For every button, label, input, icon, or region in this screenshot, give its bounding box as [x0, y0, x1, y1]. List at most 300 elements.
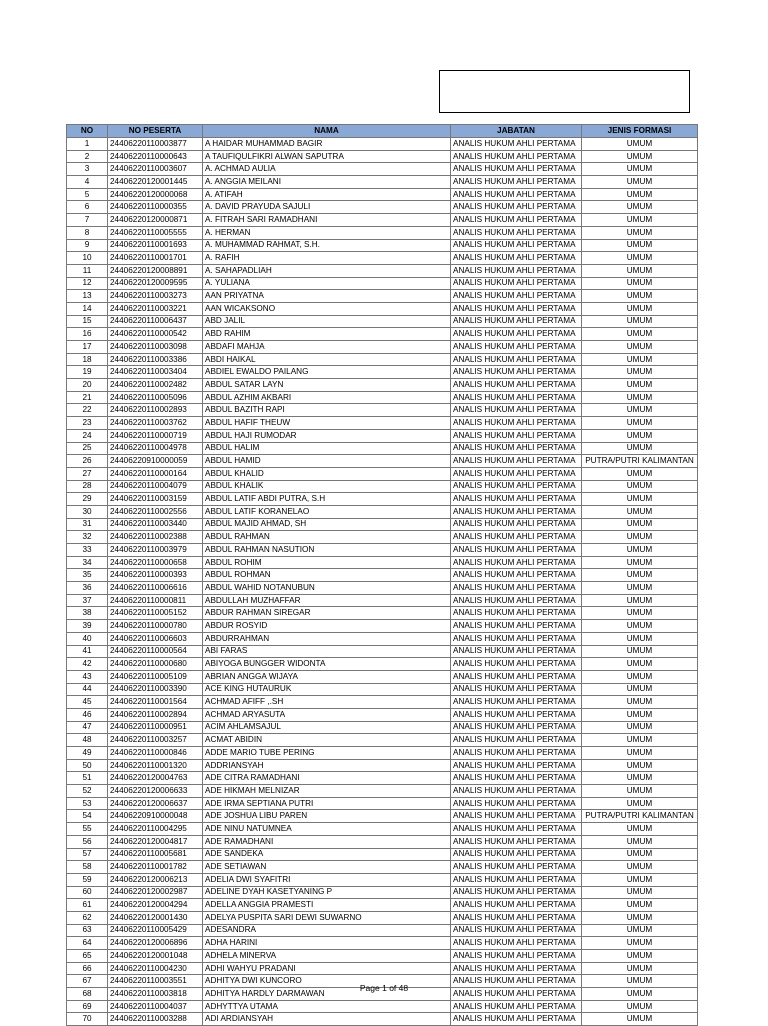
formation-type-cell: UMUM [582, 962, 698, 975]
formation-type-cell: UMUM [582, 747, 698, 760]
formation-type-cell: UMUM [582, 924, 698, 937]
position-cell: ANALIS HUKUM AHLI PERTAMA [451, 239, 582, 252]
participant-number-cell: 24406220110000811 [108, 594, 203, 607]
row-number-cell: 41 [67, 645, 108, 658]
participant-number-cell: 24406220110001701 [108, 252, 203, 265]
position-cell: ANALIS HUKUM AHLI PERTAMA [451, 950, 582, 963]
participant-number-cell: 24406220110000846 [108, 747, 203, 760]
participant-number-cell: 24406220120006896 [108, 937, 203, 950]
table-row [67, 632, 698, 645]
formation-type-cell: UMUM [582, 861, 698, 874]
participant-name-cell: ABDUL LATIF ABDI PUTRA, S.H [203, 493, 451, 506]
participant-number-cell: 24406220110003551 [108, 975, 203, 988]
position-cell: ANALIS HUKUM AHLI PERTAMA [451, 302, 582, 315]
participant-name-cell: ACHMAD AFIFF ,.SH [203, 696, 451, 709]
position-cell: ANALIS HUKUM AHLI PERTAMA [451, 290, 582, 303]
formation-type-cell: UMUM [582, 594, 698, 607]
position-cell: ANALIS HUKUM AHLI PERTAMA [451, 277, 582, 290]
position-cell: ANALIS HUKUM AHLI PERTAMA [451, 911, 582, 924]
formation-type-cell: UMUM [582, 950, 698, 963]
table-row [67, 404, 698, 417]
participant-name-cell: A. ACHMAD AULIA [203, 163, 451, 176]
formation-type-cell: UMUM [582, 138, 698, 151]
participant-number-cell: 24406220910000059 [108, 455, 203, 468]
formation-type-cell: UMUM [582, 873, 698, 886]
formation-type-cell: UMUM [582, 315, 698, 328]
table-row [67, 747, 698, 760]
formation-type-cell: UMUM [582, 277, 698, 290]
table-row [67, 950, 698, 963]
row-number-cell: 40 [67, 632, 108, 645]
position-cell: ANALIS HUKUM AHLI PERTAMA [451, 696, 582, 709]
participant-number-cell: 24406220110000680 [108, 658, 203, 671]
table-row [67, 341, 698, 354]
participant-number-cell: 24406220110002482 [108, 379, 203, 392]
row-number-cell: 62 [67, 911, 108, 924]
position-cell: ANALIS HUKUM AHLI PERTAMA [451, 670, 582, 683]
row-number-cell: 31 [67, 518, 108, 531]
formation-type-cell: UMUM [582, 721, 698, 734]
participant-name-cell: ABDUR RAHMAN SIREGAR [203, 607, 451, 620]
position-cell: ANALIS HUKUM AHLI PERTAMA [451, 975, 582, 988]
table-row [67, 138, 698, 151]
row-number-cell: 9 [67, 239, 108, 252]
formation-type-cell: UMUM [582, 341, 698, 354]
position-cell: ANALIS HUKUM AHLI PERTAMA [451, 886, 582, 899]
participant-number-cell: 24406220120006633 [108, 785, 203, 798]
participant-name-cell: ADHITYA DWI KUNCORO [203, 975, 451, 988]
table-row [67, 239, 698, 252]
formation-type-cell: UMUM [582, 937, 698, 950]
participant-name-cell: ADE RAMADHANI [203, 835, 451, 848]
participant-number-cell: 24406220110003762 [108, 417, 203, 430]
position-cell: ANALIS HUKUM AHLI PERTAMA [451, 163, 582, 176]
participant-number-cell: 24406220120004817 [108, 835, 203, 848]
position-cell: ANALIS HUKUM AHLI PERTAMA [451, 252, 582, 265]
formation-type-cell: UMUM [582, 176, 698, 189]
formation-type-cell: UMUM [582, 1013, 698, 1026]
participant-name-cell: A. ATIFAH [203, 188, 451, 201]
position-cell: ANALIS HUKUM AHLI PERTAMA [451, 467, 582, 480]
row-number-cell: 14 [67, 302, 108, 315]
participant-name-cell: AAN WICAKSONO [203, 302, 451, 315]
participant-name-cell: ADHA HARINI [203, 937, 451, 950]
participant-name-cell: ABDUL KHALIK [203, 480, 451, 493]
participant-number-cell: 24406220110002388 [108, 531, 203, 544]
row-number-cell: 55 [67, 823, 108, 836]
table-row [67, 886, 698, 899]
position-cell: ANALIS HUKUM AHLI PERTAMA [451, 328, 582, 341]
row-number-cell: 23 [67, 417, 108, 430]
position-cell: ANALIS HUKUM AHLI PERTAMA [451, 747, 582, 760]
participant-number-cell: 24406220110002894 [108, 708, 203, 721]
position-cell: ANALIS HUKUM AHLI PERTAMA [451, 429, 582, 442]
formation-type-cell: UMUM [582, 848, 698, 861]
participant-name-cell: ADE CITRA RAMADHANI [203, 772, 451, 785]
position-cell: ANALIS HUKUM AHLI PERTAMA [451, 759, 582, 772]
table-row [67, 290, 698, 303]
position-cell: ANALIS HUKUM AHLI PERTAMA [451, 455, 582, 468]
participant-name-cell: ADELIA DWI SYAFITRI [203, 873, 451, 886]
participant-name-cell: ABDIEL EWALDO PAILANG [203, 366, 451, 379]
participant-number-cell: 24406220110003390 [108, 683, 203, 696]
table-row [67, 150, 698, 163]
participant-number-cell: 24406220110000542 [108, 328, 203, 341]
participant-number-cell: 24406220110003404 [108, 366, 203, 379]
table-row [67, 328, 698, 341]
table-row [67, 252, 698, 265]
formation-type-cell: UMUM [582, 505, 698, 518]
row-number-cell: 47 [67, 721, 108, 734]
formation-type-cell: UMUM [582, 988, 698, 1001]
participant-name-cell: ABDUL HAMID [203, 455, 451, 468]
row-number-cell: 16 [67, 328, 108, 341]
row-number-cell: 38 [67, 607, 108, 620]
formation-type-cell: UMUM [582, 556, 698, 569]
position-cell: ANALIS HUKUM AHLI PERTAMA [451, 544, 582, 557]
table-row [67, 429, 698, 442]
position-cell: ANALIS HUKUM AHLI PERTAMA [451, 442, 582, 455]
participant-name-cell: ACE KING HUTAURUK [203, 683, 451, 696]
position-cell: ANALIS HUKUM AHLI PERTAMA [451, 924, 582, 937]
participant-number-cell: 24406220110003877 [108, 138, 203, 151]
column-header-no-peserta: NO PESERTA [108, 125, 203, 138]
formation-type-cell: UMUM [582, 328, 698, 341]
participant-number-cell: 24406220110000951 [108, 721, 203, 734]
table-row [67, 277, 698, 290]
page-footer: Page 1 of 48 [359, 983, 409, 993]
position-cell: ANALIS HUKUM AHLI PERTAMA [451, 404, 582, 417]
participant-number-cell: 24406220120008891 [108, 264, 203, 277]
participant-number-cell: 24406220110005429 [108, 924, 203, 937]
formation-type-cell: UMUM [582, 544, 698, 557]
position-cell: ANALIS HUKUM AHLI PERTAMA [451, 658, 582, 671]
participant-number-cell: 24406220110000780 [108, 620, 203, 633]
row-number-cell: 56 [67, 835, 108, 848]
participant-number-cell: 24406220110003257 [108, 734, 203, 747]
row-number-cell: 10 [67, 252, 108, 265]
row-number-cell: 44 [67, 683, 108, 696]
blank-header-box [439, 70, 690, 113]
participant-number-cell: 24406220110003098 [108, 341, 203, 354]
position-cell: ANALIS HUKUM AHLI PERTAMA [451, 645, 582, 658]
row-number-cell: 15 [67, 315, 108, 328]
row-number-cell: 64 [67, 937, 108, 950]
table-row [67, 353, 698, 366]
position-cell: ANALIS HUKUM AHLI PERTAMA [451, 810, 582, 823]
participant-name-cell: A. FITRAH SARI RAMADHANI [203, 214, 451, 227]
formation-type-cell: UMUM [582, 150, 698, 163]
row-number-cell: 35 [67, 569, 108, 582]
table-row [67, 556, 698, 569]
table-row [67, 823, 698, 836]
participant-number-cell: 24406220120000068 [108, 188, 203, 201]
participant-name-cell: A. RAFIH [203, 252, 451, 265]
formation-type-cell: UMUM [582, 1000, 698, 1013]
table-row [67, 848, 698, 861]
position-cell: ANALIS HUKUM AHLI PERTAMA [451, 620, 582, 633]
participant-number-cell: 24406220110003440 [108, 518, 203, 531]
table-row [67, 315, 698, 328]
table-row [67, 264, 698, 277]
table-row [67, 201, 698, 214]
formation-type-cell: UMUM [582, 417, 698, 430]
participant-name-cell: ADELLA ANGGIA PRAMESTI [203, 899, 451, 912]
formation-type-cell: UMUM [582, 797, 698, 810]
participant-name-cell: A. YULIANA [203, 277, 451, 290]
formation-type-cell: UMUM [582, 734, 698, 747]
table-row [67, 937, 698, 950]
row-number-cell: 45 [67, 696, 108, 709]
position-cell: ANALIS HUKUM AHLI PERTAMA [451, 1013, 582, 1026]
row-number-cell: 68 [67, 988, 108, 1001]
formation-type-cell: UMUM [582, 620, 698, 633]
row-number-cell: 36 [67, 582, 108, 595]
participant-name-cell: A. HERMAN [203, 226, 451, 239]
position-cell: ANALIS HUKUM AHLI PERTAMA [451, 899, 582, 912]
formation-type-cell: UMUM [582, 823, 698, 836]
row-number-cell: 54 [67, 810, 108, 823]
participant-number-cell: 24406220120000871 [108, 214, 203, 227]
position-cell: ANALIS HUKUM AHLI PERTAMA [451, 556, 582, 569]
row-number-cell: 32 [67, 531, 108, 544]
position-cell: ANALIS HUKUM AHLI PERTAMA [451, 797, 582, 810]
participant-name-cell: ABDUL HAJI RUMODAR [203, 429, 451, 442]
participant-name-cell: ADE HIKMAH MELNIZAR [203, 785, 451, 798]
table-row [67, 366, 698, 379]
table-row [67, 214, 698, 227]
participant-name-cell: ACIM AHLAMSAJUL [203, 721, 451, 734]
participant-name-cell: ABDUL SATAR LAYN [203, 379, 451, 392]
formation-type-cell: UMUM [582, 201, 698, 214]
participant-name-cell: ABDUL RAHMAN NASUTION [203, 544, 451, 557]
participant-name-cell: ADE IRMA SEPTIANA PUTRI [203, 797, 451, 810]
row-number-cell: 25 [67, 442, 108, 455]
participant-number-cell: 24406220110003288 [108, 1013, 203, 1026]
table-row [67, 163, 698, 176]
participant-name-cell: ADHI WAHYU PRADANI [203, 962, 451, 975]
position-cell: ANALIS HUKUM AHLI PERTAMA [451, 1000, 582, 1013]
row-number-cell: 7 [67, 214, 108, 227]
position-cell: ANALIS HUKUM AHLI PERTAMA [451, 493, 582, 506]
formation-type-cell: UMUM [582, 379, 698, 392]
position-cell: ANALIS HUKUM AHLI PERTAMA [451, 582, 582, 595]
row-number-cell: 39 [67, 620, 108, 633]
formation-type-cell: UMUM [582, 214, 698, 227]
formation-type-cell: UMUM [582, 632, 698, 645]
participant-name-cell: ABDUL MAJID AHMAD, SH [203, 518, 451, 531]
table-row [67, 379, 698, 392]
participant-number-cell: 24406220110001564 [108, 696, 203, 709]
row-number-cell: 12 [67, 277, 108, 290]
participant-name-cell: ADESANDRA [203, 924, 451, 937]
participant-number-cell: 24406220110000164 [108, 467, 203, 480]
participant-number-cell: 24406220110004978 [108, 442, 203, 455]
participant-name-cell: ABDUR ROSYID [203, 620, 451, 633]
row-number-cell: 42 [67, 658, 108, 671]
row-number-cell: 20 [67, 379, 108, 392]
position-cell: ANALIS HUKUM AHLI PERTAMA [451, 518, 582, 531]
table-row [67, 493, 698, 506]
position-cell: ANALIS HUKUM AHLI PERTAMA [451, 214, 582, 227]
position-cell: ANALIS HUKUM AHLI PERTAMA [451, 176, 582, 189]
participant-name-cell: ABDUL RAHMAN [203, 531, 451, 544]
position-cell: ANALIS HUKUM AHLI PERTAMA [451, 201, 582, 214]
position-cell: ANALIS HUKUM AHLI PERTAMA [451, 391, 582, 404]
participant-name-cell: A. SAHAPADLIAH [203, 264, 451, 277]
row-number-cell: 28 [67, 480, 108, 493]
row-number-cell: 46 [67, 708, 108, 721]
table-row [67, 442, 698, 455]
row-number-cell: 27 [67, 467, 108, 480]
formation-type-cell: UMUM [582, 582, 698, 595]
participant-name-cell: ABDUL ROHIM [203, 556, 451, 569]
row-number-cell: 49 [67, 747, 108, 760]
participant-name-cell: ADE JOSHUA LIBU PAREN [203, 810, 451, 823]
position-cell: ANALIS HUKUM AHLI PERTAMA [451, 962, 582, 975]
column-header-no: NO [67, 125, 108, 138]
participant-number-cell: 24406220110003979 [108, 544, 203, 557]
table-row [67, 518, 698, 531]
position-cell: ANALIS HUKUM AHLI PERTAMA [451, 379, 582, 392]
table-row [67, 480, 698, 493]
position-cell: ANALIS HUKUM AHLI PERTAMA [451, 226, 582, 239]
row-number-cell: 60 [67, 886, 108, 899]
participant-number-cell: 24406220110000564 [108, 645, 203, 658]
participant-name-cell: ABDULLAH MUZHAFFAR [203, 594, 451, 607]
participant-name-cell: ABDURRAHMAN [203, 632, 451, 645]
table-row [67, 594, 698, 607]
row-number-cell: 29 [67, 493, 108, 506]
table-row [67, 658, 698, 671]
position-cell: ANALIS HUKUM AHLI PERTAMA [451, 632, 582, 645]
position-cell: ANALIS HUKUM AHLI PERTAMA [451, 937, 582, 950]
position-cell: ANALIS HUKUM AHLI PERTAMA [451, 988, 582, 1001]
table-header-row [67, 125, 698, 138]
formation-type-cell: UMUM [582, 607, 698, 620]
participant-name-cell: ABRIAN ANGGA WIJAYA [203, 670, 451, 683]
participant-number-cell: 24406220110000355 [108, 201, 203, 214]
row-number-cell: 33 [67, 544, 108, 557]
formation-type-cell: UMUM [582, 785, 698, 798]
participant-number-cell: 24406220110003221 [108, 302, 203, 315]
table-row [67, 544, 698, 557]
table-row [67, 696, 698, 709]
position-cell: ANALIS HUKUM AHLI PERTAMA [451, 835, 582, 848]
row-number-cell: 50 [67, 759, 108, 772]
participant-name-cell: ADDE MARIO TUBE PERING [203, 747, 451, 760]
formation-type-cell: UMUM [582, 226, 698, 239]
table-row [67, 734, 698, 747]
position-cell: ANALIS HUKUM AHLI PERTAMA [451, 772, 582, 785]
formation-type-cell: UMUM [582, 658, 698, 671]
position-cell: ANALIS HUKUM AHLI PERTAMA [451, 315, 582, 328]
participant-name-cell: AAN PRIYATNA [203, 290, 451, 303]
participant-number-cell: 24406220120004294 [108, 899, 203, 912]
row-number-cell: 17 [67, 341, 108, 354]
participant-name-cell: ADHYTTYA UTAMA [203, 1000, 451, 1013]
participant-name-cell: ABDUL BAZITH RAPI [203, 404, 451, 417]
participant-number-cell: 24406220110005555 [108, 226, 203, 239]
formation-type-cell: UMUM [582, 531, 698, 544]
participant-name-cell: ABDUL KHALID [203, 467, 451, 480]
formation-type-cell: UMUM [582, 353, 698, 366]
position-cell: ANALIS HUKUM AHLI PERTAMA [451, 721, 582, 734]
table-row [67, 911, 698, 924]
participant-number-cell: 24406220110006616 [108, 582, 203, 595]
row-number-cell: 63 [67, 924, 108, 937]
participant-number-cell: 24406220120006213 [108, 873, 203, 886]
position-cell: ANALIS HUKUM AHLI PERTAMA [451, 150, 582, 163]
formation-type-cell: UMUM [582, 366, 698, 379]
participant-name-cell: ACHMAD ARYASUTA [203, 708, 451, 721]
table-row [67, 899, 698, 912]
position-cell: ANALIS HUKUM AHLI PERTAMA [451, 873, 582, 886]
table-row [67, 645, 698, 658]
table-row [67, 835, 698, 848]
table-row [67, 759, 698, 772]
row-number-cell: 51 [67, 772, 108, 785]
participant-number-cell: 24406220110006603 [108, 632, 203, 645]
formation-type-cell: UMUM [582, 975, 698, 988]
formation-type-cell: UMUM [582, 480, 698, 493]
participant-table [66, 124, 698, 1026]
participant-number-cell: 24406220110004037 [108, 1000, 203, 1013]
table-row [67, 861, 698, 874]
participant-name-cell: ADHITYA HARDLY DARMAWAN [203, 988, 451, 1001]
participant-number-cell: 24406220110002556 [108, 505, 203, 518]
participant-number-cell: 24406220110000658 [108, 556, 203, 569]
participant-name-cell: ADE SANDEKA [203, 848, 451, 861]
formation-type-cell: UMUM [582, 404, 698, 417]
row-number-cell: 30 [67, 505, 108, 518]
participant-name-cell: ADE SETIAWAN [203, 861, 451, 874]
formation-type-cell: UMUM [582, 442, 698, 455]
table-row [67, 683, 698, 696]
row-number-cell: 1 [67, 138, 108, 151]
participant-name-cell: A HAIDAR MUHAMMAD BAGIR [203, 138, 451, 151]
formation-type-cell: UMUM [582, 429, 698, 442]
participant-number-cell: 24406220120001445 [108, 176, 203, 189]
position-cell: ANALIS HUKUM AHLI PERTAMA [451, 708, 582, 721]
row-number-cell: 57 [67, 848, 108, 861]
position-cell: ANALIS HUKUM AHLI PERTAMA [451, 353, 582, 366]
table-row [67, 531, 698, 544]
position-cell: ANALIS HUKUM AHLI PERTAMA [451, 594, 582, 607]
participant-number-cell: 24406220110003159 [108, 493, 203, 506]
table-row [67, 721, 698, 734]
row-number-cell: 69 [67, 1000, 108, 1013]
participant-number-cell: 24406220110004230 [108, 962, 203, 975]
column-header-jenis-formasi: JENIS FORMASI [582, 125, 698, 138]
participant-number-cell: 24406220120001430 [108, 911, 203, 924]
table-row [67, 176, 698, 189]
position-cell: ANALIS HUKUM AHLI PERTAMA [451, 823, 582, 836]
participant-number-cell: 24406220110002893 [108, 404, 203, 417]
table-row [67, 772, 698, 785]
participant-number-cell: 24406220110005109 [108, 670, 203, 683]
participant-name-cell: ADHELA MINERVA [203, 950, 451, 963]
row-number-cell: 3 [67, 163, 108, 176]
table-body [67, 138, 698, 1026]
row-number-cell: 13 [67, 290, 108, 303]
position-cell: ANALIS HUKUM AHLI PERTAMA [451, 188, 582, 201]
participant-name-cell: ABD JALIL [203, 315, 451, 328]
formation-type-cell: UMUM [582, 886, 698, 899]
position-cell: ANALIS HUKUM AHLI PERTAMA [451, 785, 582, 798]
row-number-cell: 37 [67, 594, 108, 607]
position-cell: ANALIS HUKUM AHLI PERTAMA [451, 138, 582, 151]
